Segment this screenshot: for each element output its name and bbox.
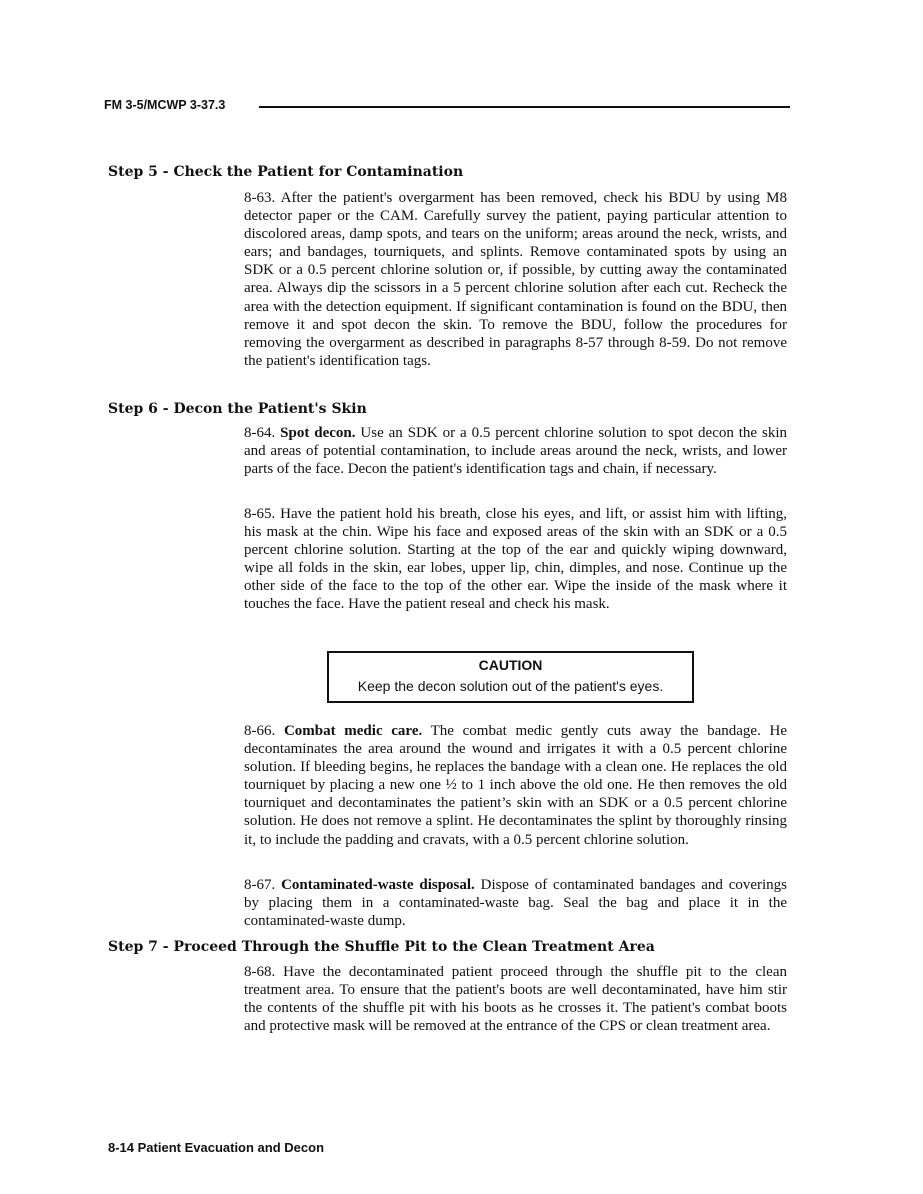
paragraph-8-65: 8-65. Have the patient hold his breath, close his eyes, and lift, or assist him with lifting, his mask at the chin. Wipe his face and exposed areas of the skin with an SDK or a 0.5 percent chlorine solution. Starting at the top of the ear and quickly wiping downward, wipe all folds in the skin, ear lobes, upper lip, chin, dimples, and nose. Continue up the other side of the face to the top of the other ear. Wipe the inside of the mask where it touches the face. Have the patient reseal and check his mask.: [244, 506, 787, 613]
step5-heading: Step 5 - Check the Patient for Contamination: [108, 164, 464, 180]
document-id: FM 3-5/MCWP 3-37.3: [104, 98, 226, 112]
page-footer: 8-14 Patient Evacuation and Decon: [108, 1140, 325, 1155]
header-rule: [259, 106, 790, 108]
paragraph-8-63: 8-63. After the patient's overgarment has been removed, check his BDU by using M8 detector paper or the CAM. Carefully survey the patient, paying particular attention to discolored areas, damp spots, and tears on the uniform; areas around the neck, wrists, and ears; and bandages, tourniquets, and splints. Remove contaminated spots by using an SDK or a 0.5 percent chlorine solution or, if possible, by cutting away the contaminated area. Always dip the scissors in a 5 percent chlorine solution after each cut. Recheck the area with the detection equipment. If significant contamination is found on the BDU, then remove it and spot decon the skin. To remove the BDU, follow the procedures for removing the overgarment as described in paragraphs 8-57 through 8-59. Do not remove the patient's identification tags.: [244, 190, 787, 369]
paragraph-8-67: [244, 876, 787, 930]
step7-heading: Step 7 - Proceed Through the Shuffle Pit to the Clean Treatment Area: [108, 939, 655, 955]
paragraph-term: Contaminated-waste disposal.: [281, 877, 475, 893]
paragraph-text: Use an SDK or a 0.5 percent chlorine solution to spot decon the skin and areas of potential contamination, to include areas around the neck, wrists, and lower parts of the face. Decon the patient's identification tags and chain, if necessary.: [244, 425, 787, 478]
paragraph-term: Combat medic care.: [283, 723, 423, 739]
paragraph-8-68: 8-68. Have the decontaminated patient proceed through the shuffle pit to the clean treatment area. To ensure that the patient's boots are well decontaminated, have him stir the contents of the shuffle pit with his boots as he crosses it. The patient's combat boots and protective mask will be removed at the entrance of the CPS or clean treatment area.: [244, 964, 787, 1035]
page-header: [104, 98, 790, 118]
paragraph-8-66: [244, 722, 787, 849]
paragraph-number: 8-66.: [244, 723, 276, 739]
paragraph-term: Spot decon.: [280, 425, 356, 441]
caution-text: Keep the decon solution out of the patient's eyes.: [357, 678, 664, 694]
paragraph-text: The combat medic gently cuts away the bandage. He decontaminates the area around the wound and irrigates it with a 0.5 percent chlorine solution. If bleeding begins, he replaces the bandage with a clean one. He replaces the old tourniquet by placing a new one ½ to 1 inch above the old one. He then removes the old tourniquet and decontaminates the patient’s skin with an SDK or a 0.5 percent chlorine solution. He does not remove a splint. He decontaminates the splint by thoroughly rinsing it, to include the padding and cravats, with a 0.5 percent chlorine solution.: [244, 723, 788, 848]
caution-box: [327, 651, 694, 703]
step6-heading: Step 6 - Decon the Patient's Skin: [108, 401, 367, 417]
paragraph-8-64: [244, 424, 787, 478]
caution-title: CAUTION: [478, 657, 543, 673]
paragraph-text: Dispose of contaminated bandages and coverings by placing them in a contaminated-waste bag. Seal the bag and place it in the contaminated-waste dump.: [244, 877, 788, 930]
paragraph-number: 8-67.: [244, 877, 276, 893]
paragraph-number: 8-64.: [244, 425, 276, 441]
